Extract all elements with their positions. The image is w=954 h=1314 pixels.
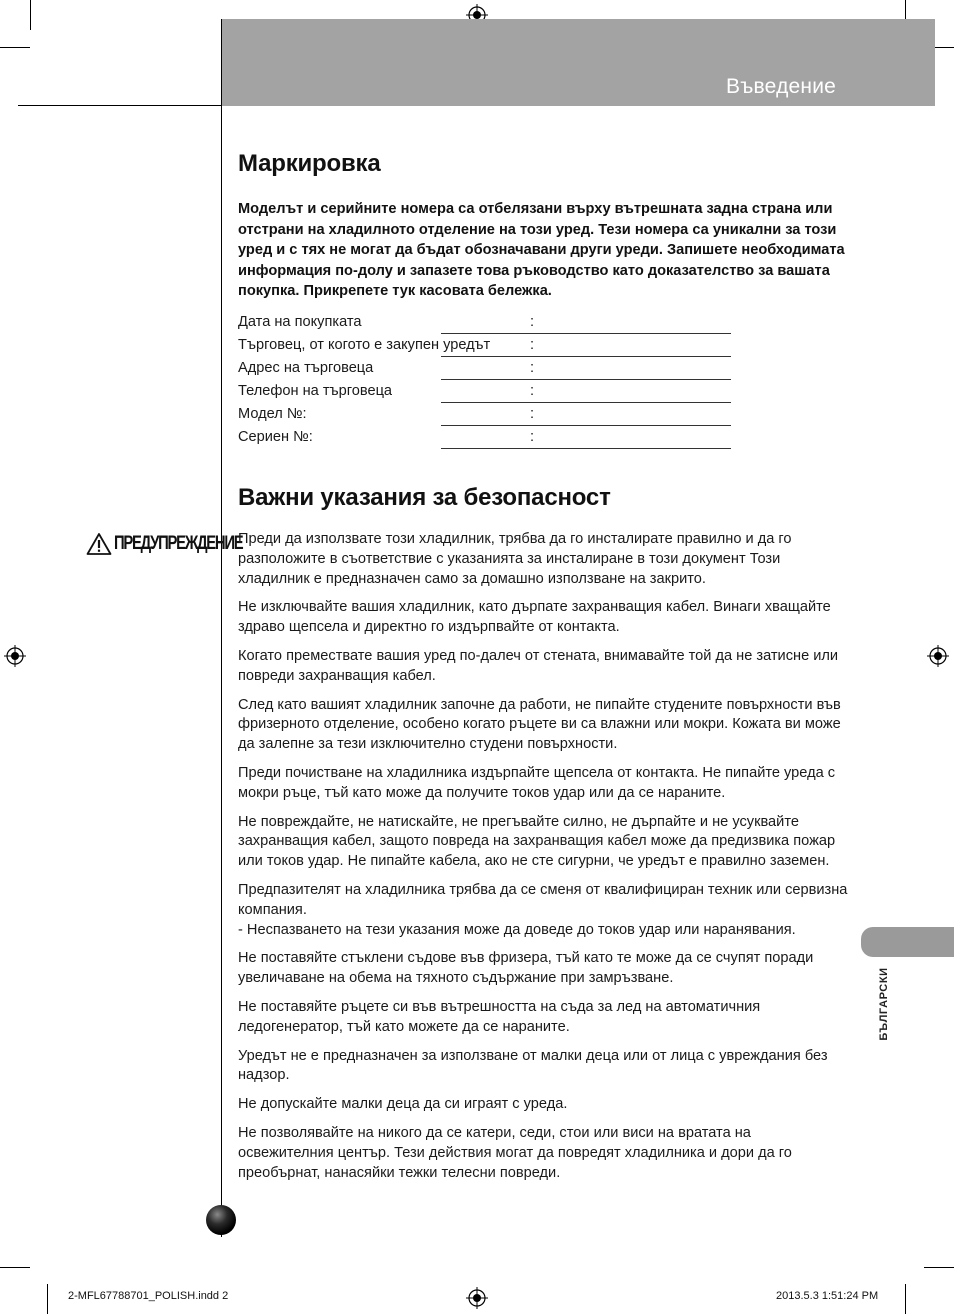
safety-paragraph: Не поставяйте стъклени съдове във фризера, тъй като те може да се счупят поради увеличаване на обема на тяхното съдържание при замръзване. xyxy=(238,950,814,987)
registration-mark-icon xyxy=(466,1287,488,1309)
safety-paragraph: Не позволявайте на никого да се катери, седи, стои или виси на вратата на освежителния център. Тези действия могат да повредят хладилника и дори да го преобърнат, нанасяйки тежки телесни повреди. xyxy=(238,1124,792,1181)
crop-mark xyxy=(905,1284,906,1314)
crop-mark xyxy=(30,0,31,30)
safety-heading: Важни указания за безопасност xyxy=(238,484,611,511)
field-label: Дата на покупката xyxy=(238,314,362,330)
language-tab xyxy=(861,927,954,957)
footer-timestamp: 2013.5.3 1:51:24 PM xyxy=(776,1290,879,1302)
safety-paragraph: Уредът не е предназначен за използване от малки деца или от лица с увреждания без надзор. xyxy=(238,1047,828,1084)
header-rule xyxy=(18,105,222,106)
field-label: Телефон на търговеца xyxy=(238,383,393,399)
form-row-model xyxy=(238,403,738,426)
safety-paragraph: Преди почистване на хладилника издърпайте щепсела от контакта. Не пипайте уреда с мокри ръце, тъй като може да получите токов удар или да се нараните. xyxy=(238,764,836,801)
marking-intro: Моделът и серийните номера са отбелязани върху вътрешната задна страна или отстрани на хладилното отделение на този уред. Тези номера са уникални за този уред и с тях не могат да бъдат обозначавани други уреди. Запишете необходимата информация по-долу и запазете това ръководство като доказателство за вашата покупка. Прикрепете тук касовата бележка. xyxy=(238,201,845,299)
registration-mark-icon xyxy=(4,645,26,667)
form-row-serial xyxy=(238,426,738,449)
footer-file-info: 2-MFL67788701_POLISH.indd 2 xyxy=(68,1290,229,1302)
form-row-dealer-address xyxy=(238,357,738,380)
safety-paragraph: Не изключвайте вашия хладилник, като дърпате захранващия кабел. Винаги хващайте здраво щепсела и директно го издърпвайте от контакта. xyxy=(238,599,831,636)
form-row-purchase-date xyxy=(238,311,738,334)
field-label: Търговец, от когото е закупен уредът xyxy=(238,337,491,353)
safety-paragraph: След като вашият хладилник започне да работи, не пипайте студените повърхности във фризерното отделение, особено когато ръцете ви са влажни или мокри. Кожата ви може да залепне за тези изключително студени повърхности. xyxy=(238,696,841,753)
crop-mark xyxy=(47,1284,48,1314)
crop-mark xyxy=(0,47,30,48)
safety-paragraph: Не повреждайте, не натискайте, не прегъвайте силно, не дърпайте и не усуквайте захранващия кабел, защото повреда на захранващия кабел може да предизвика пожар или токов удар. Не пипайте кабела, ако не сте сигурни, че уредът е правилно заземен. xyxy=(238,813,836,870)
field-separator: : xyxy=(530,383,535,399)
field-label: Модел №: xyxy=(238,406,307,422)
fuse-note: - Неспазването на тези указания може да доведе до токов удар или наранявания. xyxy=(238,921,796,938)
field-separator: : xyxy=(530,337,535,353)
margin-divider xyxy=(221,19,222,1237)
field-line xyxy=(441,448,731,449)
safety-paragraph: Когато премествате вашия уред по-далеч от стената, внимавайте той да не затисне или повреди захранващия кабел. xyxy=(238,647,839,684)
section-title: Въведение xyxy=(726,75,837,98)
page-bullet-graphic xyxy=(206,1205,236,1235)
safety-paragraph-fuse xyxy=(238,881,850,940)
form-row-dealer xyxy=(238,334,738,357)
field-label: Сериен №: xyxy=(238,429,313,445)
warning-triangle-icon xyxy=(86,532,112,556)
field-separator: : xyxy=(530,314,535,330)
purchase-info-form xyxy=(238,311,738,449)
crop-mark xyxy=(924,1267,954,1268)
language-label xyxy=(876,963,892,1045)
safety-instructions xyxy=(238,530,850,1192)
form-row-dealer-phone xyxy=(238,380,738,403)
language-text: БЪЛГАРСКИ xyxy=(878,967,890,1041)
field-label: Адрес на търговеца xyxy=(238,360,374,376)
field-separator: : xyxy=(530,406,535,422)
marking-heading: Маркировка xyxy=(238,150,381,177)
registration-mark-icon xyxy=(927,645,949,667)
safety-paragraph: Преди да използвате този хладилник, трябва да го инсталирате правилно и да го разположите в съответствие с указанията за инсталиране в този документ Този хладилник е предназначен само за домашно използване на закрито. xyxy=(238,531,792,587)
field-separator: : xyxy=(530,429,535,445)
safety-paragraph: Не допускайте малки деца да си играят с уреда. xyxy=(238,1096,568,1113)
crop-mark xyxy=(0,1267,30,1268)
safety-paragraph: Не поставяйте ръцете си във вътрешността на съда за лед на автоматичния ледогенератор, тъй като можете да се нараните. xyxy=(238,998,761,1035)
warning-text: ПРЕДУПРЕЖДЕНИЕ xyxy=(114,533,243,554)
field-separator: : xyxy=(530,360,535,376)
fuse-text: Предпазителят на хладилника трябва да се сменя от квалифициран техник или сервизна компания. xyxy=(238,881,848,918)
